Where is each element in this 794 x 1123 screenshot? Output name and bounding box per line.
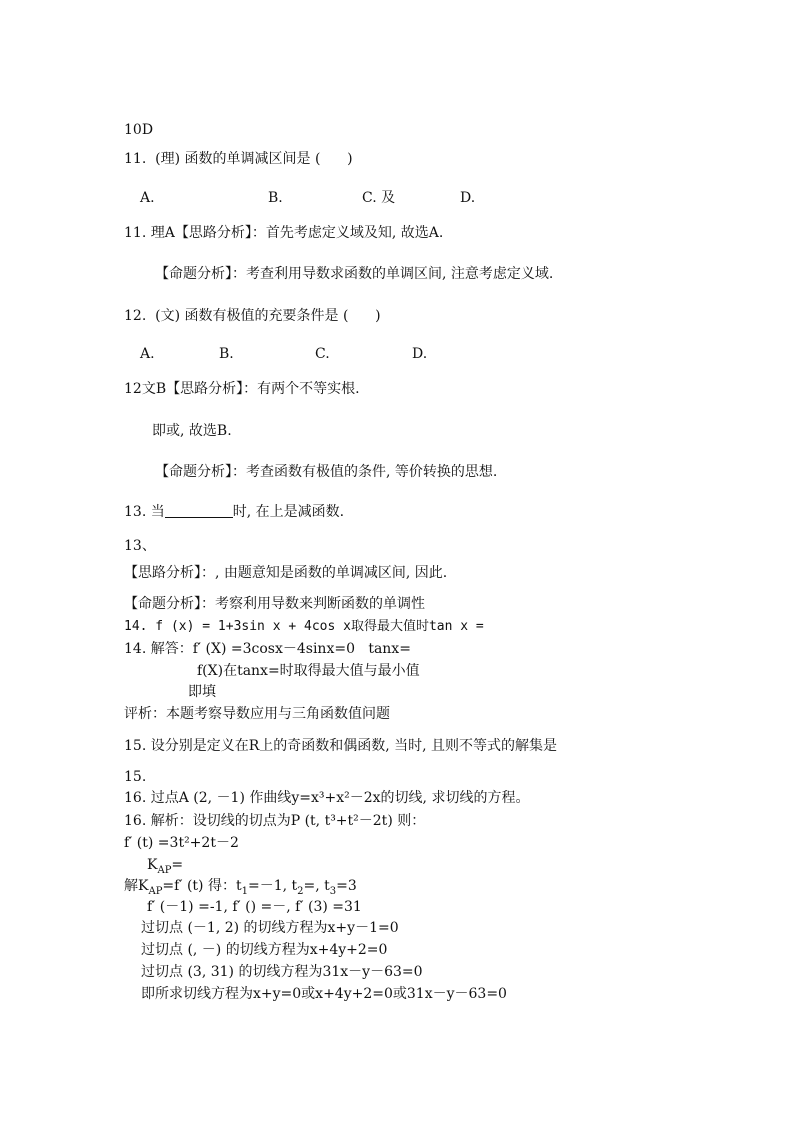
q16-solution: 16. 解析：设切线的切点为P (t, t³+t²－2t) 则： [124,813,426,829]
question-16: 16. 过点A (2, －1) 作曲线y=x³+x²－2x的切线, 求切线的方程。 [124,790,530,806]
question-12: 12. (文) 函数有极值的充要条件是 ( ) [124,308,381,324]
q12-analysis: 【命题分析】：考查函数有极值的条件, 等价转换的思想. [155,464,498,480]
q12-solution-cont: 即或, 故选B. [152,423,232,439]
question-14: 14. f (x) = 1+3sin x + 4cos x取得最大值时tan x = [124,619,484,634]
q11-option-a: A. [140,190,155,206]
answer-15-label: 15. [124,769,147,785]
q16-derivative: f′ (t) =3t²+2t－2 [124,835,239,851]
q16-roots: 解$K_{AP}=f'$ (t) 得：$t_1=-1$, $t_2=$, $t_3=3$ [124,878,357,897]
q11-solution: 11. 理A【思路分析】：首先考虑定义域及知, 故选A. [124,225,444,241]
q12-option-a: A. [140,346,155,362]
question-15: 15. 设分别是定义在R上的奇函数和偶函数, 当时, 且则不等式的解集是 [124,738,558,754]
q12-option-b: B. [219,346,234,362]
question-13: 13. 当 时, 在上是减函数. [124,504,345,520]
q13-analysis: 【命题分析】：考察利用导数来判断函数的单调性 [124,596,425,612]
q11-option-c: C. 及 [362,190,396,206]
q11-option-b: B. [268,190,283,206]
answer-13-label: 13、 [124,538,156,554]
q11-analysis: 【命题分析】：考查利用导数求函数的单调区间, 注意考虑定义域. [155,266,554,282]
q16-tangent-3: 过切点 (3, 31) 的切线方程为31x－y－63=0 [141,964,423,980]
q14-solution-cont: f(X)在tanx=时取得最大值与最小值 [197,663,420,679]
q14-comment: 评析：本题考察导数应用与三角函数值问题 [124,706,390,722]
question-11: 11. (理) 函数的单调减区间是 ( ) [124,151,353,167]
q13-solution: 【思路分析】：, 由题意知是函数的单调减区间, 因此. [124,565,448,581]
answer-blank [165,503,233,518]
q16-tangent-2: 过切点 (, －) 的切线方程为x+4y+2=0 [141,942,388,958]
q12-solution: 12文B【思路分析】：有两个不等实根. [124,381,360,397]
q16-slopes: f′ (－1) =-1, f′ () =－, f′ (3) =31 [147,899,362,915]
q11-option-d: D. [460,190,476,206]
q12-option-d: D. [412,346,428,362]
q14-answer: 即填 [188,684,216,700]
q12-option-c: C. [315,346,330,362]
answer-10: 10D [124,122,154,138]
q16-conclusion: 即所求切线方程为x+y=0或x+4y+2=0或31x－y－63=0 [141,986,507,1002]
q16-slope: $K_{AP}=$ [147,857,184,876]
q14-solution: 14. 解答：f′ (X) =3cosx－4sinx=0 tanx= [124,641,411,657]
q16-tangent-1: 过切点 (－1, 2) 的切线方程为x+y－1=0 [141,920,399,936]
